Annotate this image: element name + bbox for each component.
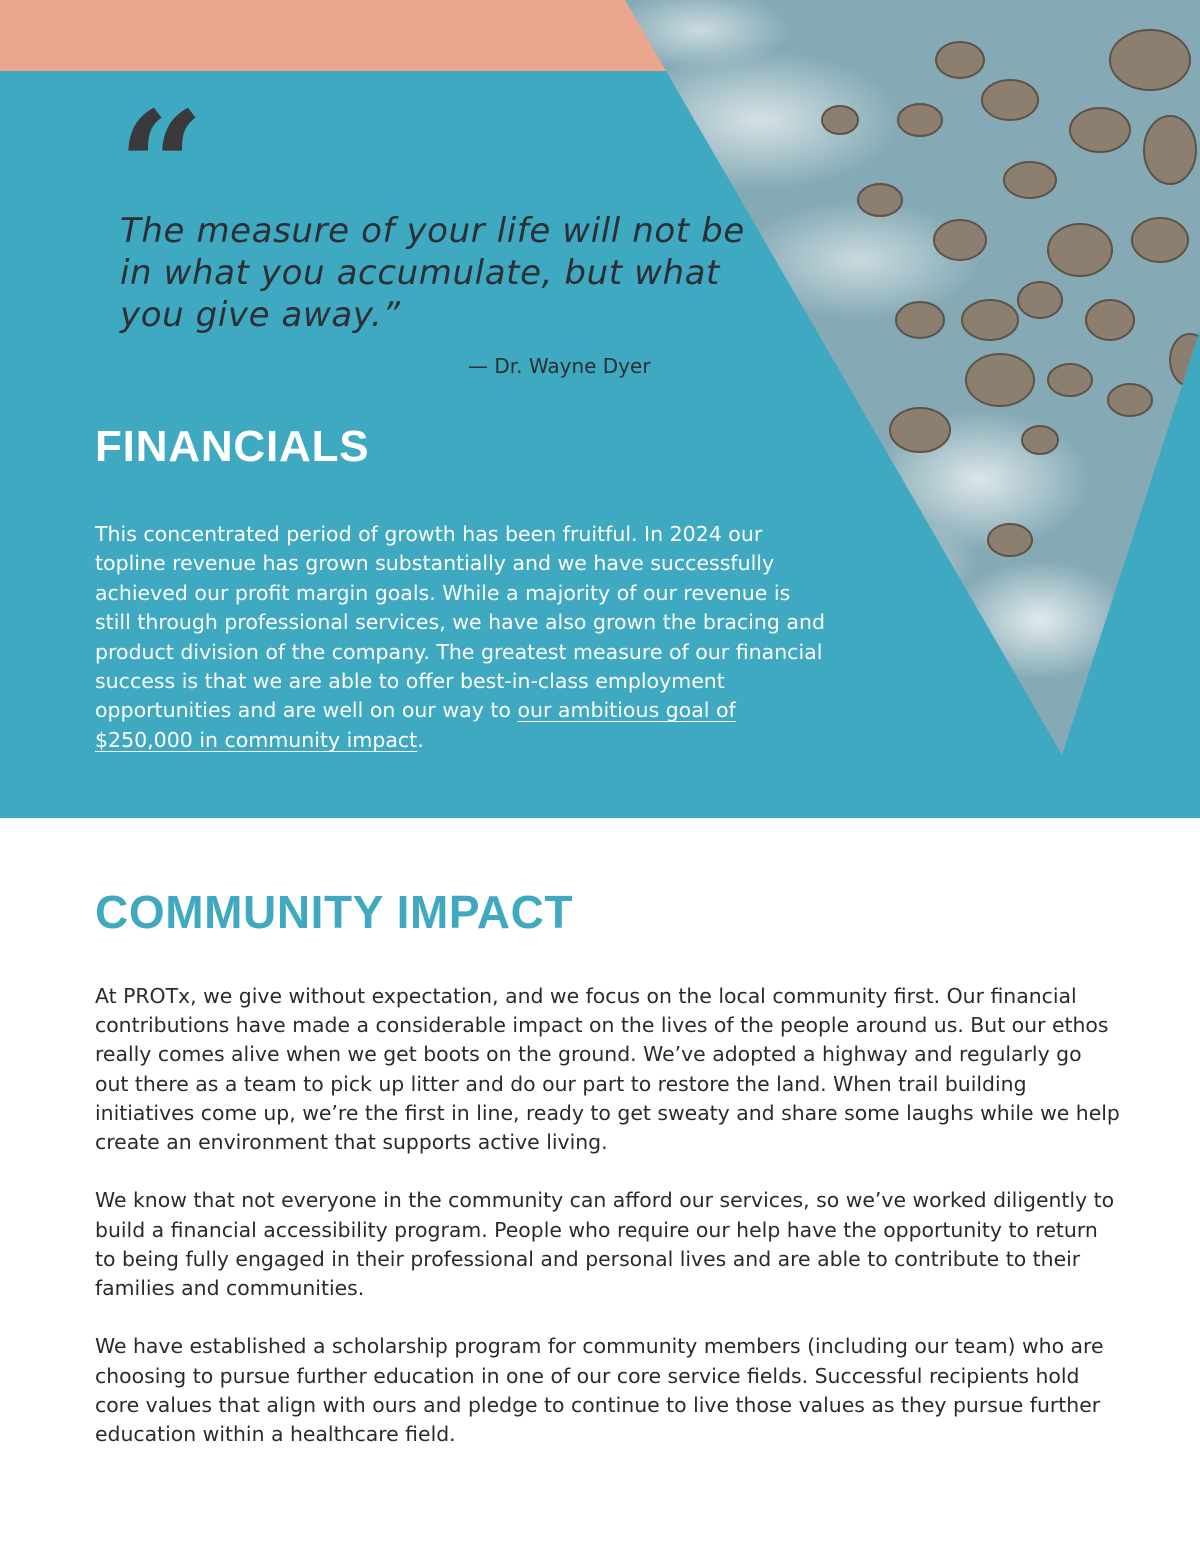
community-paragraph: We know that not everyone in the community can afford our services, so we’ve worked diligently to build a financial accessibility program. People who require our help have the opportunity to return to being fully engaged in their professional and personal lives and are able to contribute to their families and communities. <box>95 1188 1115 1301</box>
quote-mark-icon: “ <box>118 79 205 255</box>
community-impact-heading: COMMUNITY IMPACT <box>95 886 574 938</box>
community-paragraph: We have established a scholarship program for community members (including our team) who are choosing to pursue further education in one of our core service fields. Successful recipients hold core values that align with ours and pledge to continue to live those values as they pursue further education within a healthcare field. <box>95 1334 1104 1447</box>
quote-text: The measure of your life will not be in what you accumulate, but what you give away.” <box>120 211 745 335</box>
community-impact-body <box>95 982 1120 1478</box>
financials-body <box>95 520 830 755</box>
community-paragraph: At PROTx, we give without expectation, and we focus on the local community first. Our financial contributions have made a considerable impact on the lives of the people around us. But our ethos really comes alive when we get boots on the ground. We’ve adopted a highway and regularly go out there as a team to pick up litter and do our part to restore the land. When trail building initiatives come up, we’re the first in line, ready to get sweaty and share some laughs while we help create an environment that supports active living. <box>95 984 1120 1155</box>
financials-body-text: This concentrated period of growth has been fruitful. In 2024 our topline revenue has grown substantially and we have successfully achieved our profit margin goals. While a majority of our revenue is still through professional services, we have also grown the bracing and product division of the company. The greatest measure of our financial success is that we are able to offer best-in-class employment opportunities and are well on our way to <box>95 522 825 723</box>
financials-body-trailing: . <box>417 727 424 752</box>
community-impact-goal-link[interactable]: our ambitious goal of $250,000 in community impact <box>95 698 736 752</box>
financials-heading: FINANCIALS <box>95 422 370 471</box>
quote-author: — Dr. Wayne Dyer <box>468 354 651 378</box>
